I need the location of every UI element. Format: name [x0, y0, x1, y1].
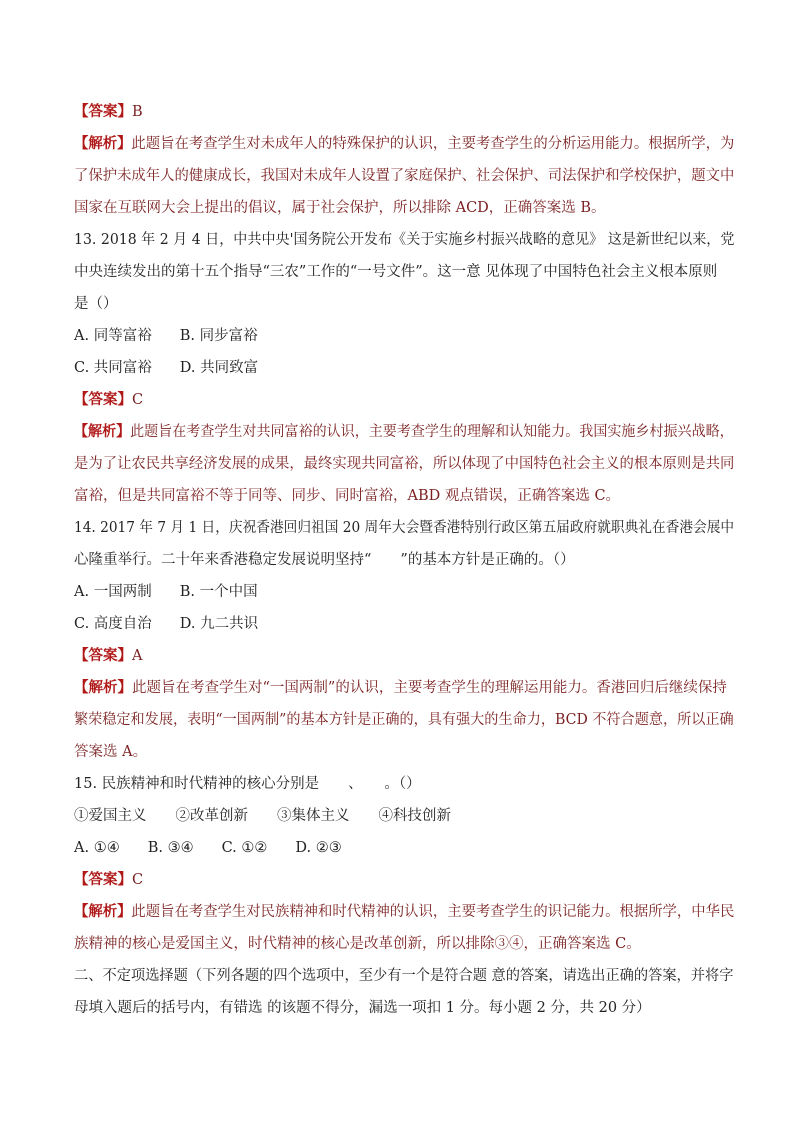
question-stem: 14. 2017 年 7 月 1 日，庆祝香港回归祖国 20 周年大会暨香港特别行政区第五届政府就职典礼在香港会展中	[74, 520, 735, 536]
answer-tag: 【答案】	[74, 103, 132, 120]
section-heading: 二、不定项选择题（下列各题的四个选项中，至少有一个是符合题 意的答案，请选出正确的答案，并将字	[74, 968, 734, 984]
analysis-text: 富裕，但是共同富裕不等于同等、同步、同时富裕，ABD 观点错误，正确答案选 C。	[74, 488, 621, 504]
analysis-tag: 【解析】	[74, 903, 132, 920]
analysis-text: 国家在互联网大会上提出的倡议，属于社会保护，所以排除 ACD，正确答案选 B。	[74, 200, 606, 216]
option-a: A. 一国两制	[74, 584, 152, 600]
answer-tag: 【答案】	[74, 647, 132, 664]
analysis-text: 是为了让农民共享经济发展的成果，最终实现共同富裕，所以体现了中国特色社会主义的根本原则是共同	[74, 456, 735, 472]
question-stem: 13. 2018 年 2 月 4 日，中共中央'国务院公开发布《关于实施乡村振兴战略的意见》 这是新世纪以来，党	[74, 232, 735, 248]
option-c: C. 共同富裕	[74, 360, 152, 376]
option-c: C. 高度自治	[74, 616, 152, 632]
option-d: D. 九二共识	[179, 616, 259, 632]
analysis-text: 繁荣稳定和发展，表明“一国两制”的基本方针是正确的，具有强大的生命力，BCD 不符合题意，所以正确	[74, 712, 734, 728]
answer-value: C	[132, 872, 144, 888]
analysis-tag: 【解析】	[74, 423, 131, 440]
answer-line	[74, 870, 734, 890]
answer-value: C	[132, 392, 144, 408]
answer-value: A	[132, 648, 143, 664]
answer-line	[74, 390, 734, 410]
option-b: B. 同步富裕	[179, 328, 258, 344]
answer-line	[74, 102, 734, 122]
question-stem: 15. 民族精神和时代精神的核心分别是 、 。（）	[74, 776, 421, 792]
option-d: D. 共同致富	[179, 360, 259, 376]
option-b: B. ③④	[147, 840, 194, 856]
analysis-text: 答案选 A。	[74, 744, 148, 760]
analysis-text: 此题旨在考查学生对“一国两制”的认识，主要考查学生的理解运用能力。香港回归后继续保持	[132, 680, 727, 696]
analysis-line	[74, 134, 735, 154]
option-row	[74, 358, 734, 378]
answer-tag: 【答案】	[74, 871, 132, 888]
option-row	[74, 838, 734, 858]
analysis-text: 此题旨在考查学生对民族精神和时代精神的认识，主要考查学生的识记能力。根据所学，中华民	[131, 904, 735, 920]
question-stem: 中央连续发出的第十五个指导“三农”工作的“一号文件”。这一意 见体现了中国特色社会主义根本原则	[74, 264, 718, 280]
answer-line	[74, 646, 734, 666]
analysis-text: 此题旨在考查学生对共同富裕的认识，主要考查学生的理解和认知能力。我国实施乡村振兴战略，	[130, 424, 734, 440]
answer-tag: 【答案】	[74, 391, 132, 408]
question-items: ①爱国主义 ②改革创新 ③集体主义 ④科技创新	[74, 808, 451, 824]
option-b: B. 一个中国	[179, 584, 258, 600]
option-c: C. ①②	[221, 840, 268, 856]
answer-value: B	[132, 104, 143, 120]
analysis-line	[74, 678, 734, 698]
question-stem: 是（）	[74, 296, 118, 312]
option-row	[74, 614, 734, 634]
option-a: A. ①④	[74, 840, 120, 856]
option-row	[74, 326, 734, 346]
section-heading: 母填入题后的括号内，有错选 的该题不得分，漏选一项扣 1 分。每小题 2 分，共 20 分）	[74, 1000, 651, 1016]
option-d: D. ②③	[295, 840, 342, 856]
option-row	[74, 582, 734, 602]
analysis-line	[74, 422, 734, 442]
analysis-line	[74, 902, 735, 922]
analysis-text: 族精神的核心是爱国主义，时代精神的核心是改革创新，所以排除③④，正确答案选 C。	[74, 936, 641, 952]
analysis-text: 此题旨在考查学生对未成年人的特殊保护的认识，主要考查学生的分析运用能力。根据所学，为	[131, 136, 735, 152]
analysis-text: 了保护未成年人的健康成长，我国对未成年人设置了家庭保护、社会保护、司法保护和学校保护，题文中	[74, 168, 735, 184]
analysis-tag: 【解析】	[74, 679, 132, 696]
option-a: A. 同等富裕	[74, 328, 152, 344]
analysis-tag: 【解析】	[74, 135, 132, 152]
question-stem: 心隆重举行。二十年来香港稳定发展说明坚持“ ”的基本方针是正确的。（）	[74, 552, 575, 568]
